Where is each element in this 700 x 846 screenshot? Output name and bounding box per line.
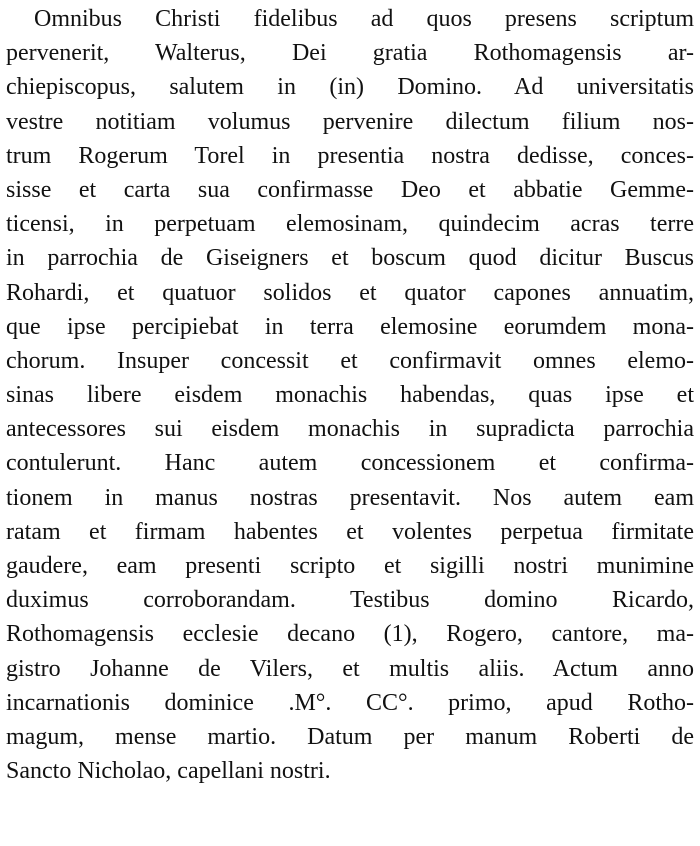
text-line: tionem in manus nostras presentavit. Nos autem eam xyxy=(6,484,694,511)
text-line: in parrochia de Giseigners et boscum quod dicitur Buscus xyxy=(6,245,694,272)
text-line: gaudere, eam presenti scripto et sigilli nostri munimine xyxy=(6,553,694,579)
text-line: chorum. Insuper concessit et confirmavit omnes elemo- xyxy=(6,347,694,374)
text-line: trum Rogerum Torel in presentia nostra dedisse, conces- xyxy=(6,142,694,169)
text-line: vestre notitiam volumus pervenire dilectum filium nos- xyxy=(6,108,694,135)
text-line: que ipse percipiebat in terra elemosine eorumdem mona- xyxy=(6,313,694,340)
text-line: Omnibus Christi fidelibus ad quos presens scriptum xyxy=(34,6,694,32)
text-line: magum, mense martio. Datum per manum Roberti de xyxy=(6,723,694,750)
text-line: duximus corroborandam. Testibus domino Ricardo, xyxy=(6,587,694,614)
text-line: Rohardi, et quatuor solidos et quator capones annuatim, xyxy=(6,279,694,306)
text-line: sinas libere eisdem monachis habendas, quas ipse et xyxy=(6,382,694,409)
text-line: pervenerit, Walterus, Dei gratia Rothomagensis ar- xyxy=(6,40,694,67)
text-line: chiepiscopus, salutem in (in) Domino. Ad universitatis xyxy=(6,74,694,101)
text-line: sisse et carta sua confirmasse Deo et abbatie Gemme- xyxy=(6,176,694,203)
text-line: antecessores sui eisdem monachis in supradicta parrochia xyxy=(6,416,694,443)
text-line: gistro Johanne de Vilers, et multis aliis. Actum anno xyxy=(6,655,694,682)
text-line: Rothomagensis ecclesie decano (1), Rogero, cantore, ma- xyxy=(6,621,694,648)
text-line: incarnationis dominice .M°. CC°. primo, apud Rotho- xyxy=(6,689,694,716)
charter-paragraph xyxy=(6,2,694,788)
text-line: contulerunt. Hanc autem concessionem et confirma- xyxy=(6,450,694,477)
text-line-last: Sancto Nicholao, capellani nostri. xyxy=(6,758,331,785)
text-line: ratam et firmam habentes et volentes perpetua firmitate xyxy=(6,518,694,545)
text-line: ticensi, in perpetuam elemosinam, quindecim acras terre xyxy=(6,211,694,238)
